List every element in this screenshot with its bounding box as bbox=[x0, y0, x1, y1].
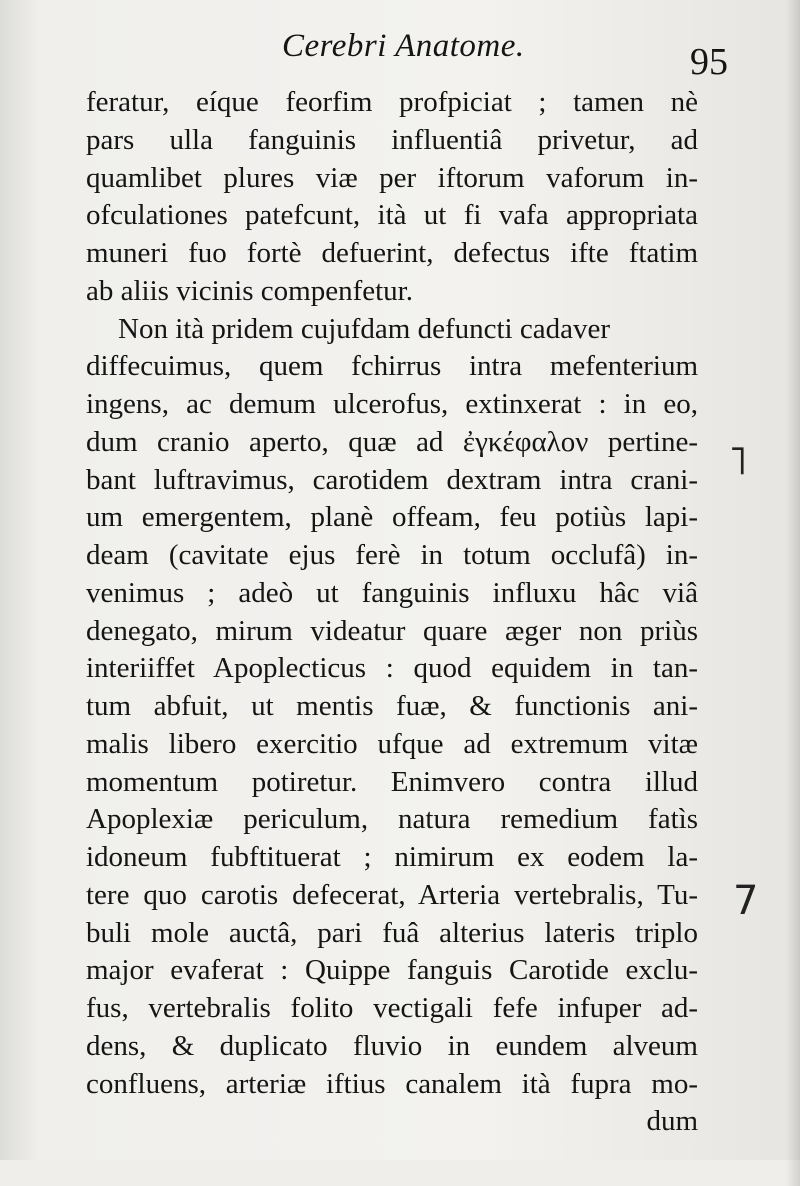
page-edge-shadow bbox=[786, 0, 800, 1186]
text-line: ofculationes patefcunt, ità ut fi vafa appropriata bbox=[86, 199, 698, 232]
body-text bbox=[86, 84, 698, 1141]
text-line: buli mole auctâ, pari fuâ alterius lateris triplo bbox=[86, 916, 698, 949]
text-line: um emergentem, planè offeam, feu potiùs lapi- bbox=[86, 501, 698, 534]
text-line: deam (cavitate ejus ferè in totum occlufâ) in- bbox=[86, 539, 698, 571]
text-line: dens, & duplicato fluvio in eundem alveum bbox=[86, 1029, 698, 1062]
page-number: 95 bbox=[690, 41, 728, 83]
text-line: Apoplexiæ periculum, natura remedium fatìs bbox=[86, 803, 698, 836]
text-line: feratur, eíque feorfim profpiciat ; tamen nè bbox=[86, 86, 698, 118]
text-line: pars ulla fanguinis influentiâ privetur, ad bbox=[86, 123, 698, 156]
text-line: Non ità pridem cujufdam defuncti cadaver bbox=[118, 312, 610, 345]
text-line: malis libero exercitio ufque ad extremum vitæ bbox=[86, 727, 698, 760]
text-line: confluens, arteriæ iftius canalem ità fupra mo- bbox=[86, 1067, 698, 1100]
text-line: bant luftravimus, carotidem dextram intra crani- bbox=[86, 463, 698, 496]
text-line: venimus ; adeò ut fanguinis influxu hâc viâ bbox=[86, 576, 698, 609]
text-line: idoneum fubftituerat ; nimirum ex eodem la- bbox=[86, 841, 698, 873]
text-line: ingens, ac demum ulcerofus, extinxerat : in eo, bbox=[86, 388, 698, 420]
margin-annotation-mark: ˥ bbox=[728, 438, 748, 484]
running-head-title: Cerebri Anatome. bbox=[282, 28, 525, 64]
margin-annotation-mark: 7 bbox=[733, 878, 759, 924]
text-line: dum bbox=[646, 1105, 698, 1138]
text-line: interiiffet Apoplecticus : quod equidem in tan- bbox=[86, 652, 698, 685]
text-line: denegato, mirum videatur quare æger non priùs bbox=[86, 614, 698, 647]
text-line: diffecuimus, quem fchirrus intra mefenterium bbox=[86, 350, 698, 383]
text-line: dum cranio aperto, quæ ad ἐγκέφαλον pertine- bbox=[86, 425, 698, 458]
text-line: muneri fuo fortè defuerint, defectus ifte ftatim bbox=[86, 237, 698, 269]
text-line: tum abfuit, ut mentis fuæ, & functionis ani- bbox=[86, 690, 698, 722]
text-line: quamlibet plures viæ per iftorum vaforum in- bbox=[86, 161, 698, 194]
text-line: ab aliis vicinis compenfetur. bbox=[86, 274, 413, 307]
text-line: momentum potiretur. Enimvero contra illud bbox=[86, 765, 698, 798]
text-line: tere quo carotis defecerat, Arteria vertebralis, Tu- bbox=[86, 878, 698, 911]
page-bottom-edge bbox=[0, 1160, 800, 1186]
text-line: fus, vertebralis folito vectigali fefe infuper ad- bbox=[86, 992, 698, 1024]
text-line: major evaferat : Quippe fanguis Carotide exclu- bbox=[86, 954, 698, 987]
